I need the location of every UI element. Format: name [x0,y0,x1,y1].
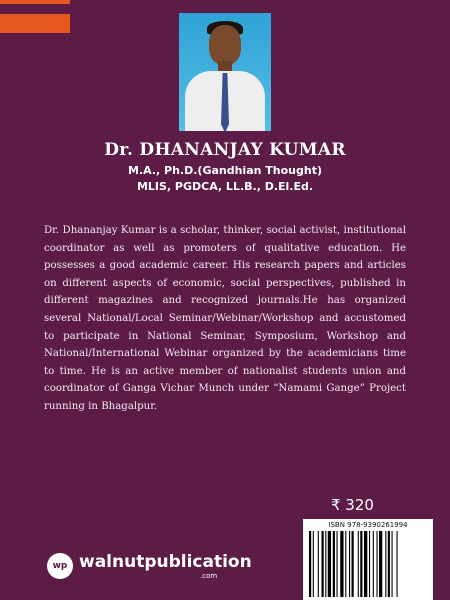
author-name: Dr. DHANANJAY KUMAR [104,140,346,160]
barcode-panel [303,519,433,600]
publisher-logo-icon: wp [47,553,73,579]
author-qualifications-2: MLIS, PGDCA, LL.B., D.El.Ed. [136,180,314,193]
book-price: ₹ 320 [331,496,374,514]
author-qualifications-1: M.A., Ph.D.(Gandhian Thought) [128,164,322,177]
publisher-domain: .com [200,572,218,580]
author-bio: Dr. Dhananjay Kumar is a scholar, thinker, social activist, institutional coordinator as well as promoters of qualitative education. He possesses a good academic career. His research papers and articles on different aspects of economic, social perspectives, published in different magazines and recognized journals.He has organized several National/Local Seminar/Webinar/Workshop and accustomed to participate in National Seminar, Symposium, Workshop and National/International Webinar organized by the academicians time to time. He is an active member of nationalist students union and coordinator of Ganga Vichar Munch under “Namami Gange” Project running in Bhagalpur. [44,225,406,412]
barcode-icon [309,531,427,597]
publisher-name: walnutpublication [79,552,252,572]
accent-stripe [0,14,70,33]
accent-stripe-top [0,0,70,4]
author-photo [179,13,271,131]
isbn-label: ISBN 978-9390261994 [328,521,408,529]
